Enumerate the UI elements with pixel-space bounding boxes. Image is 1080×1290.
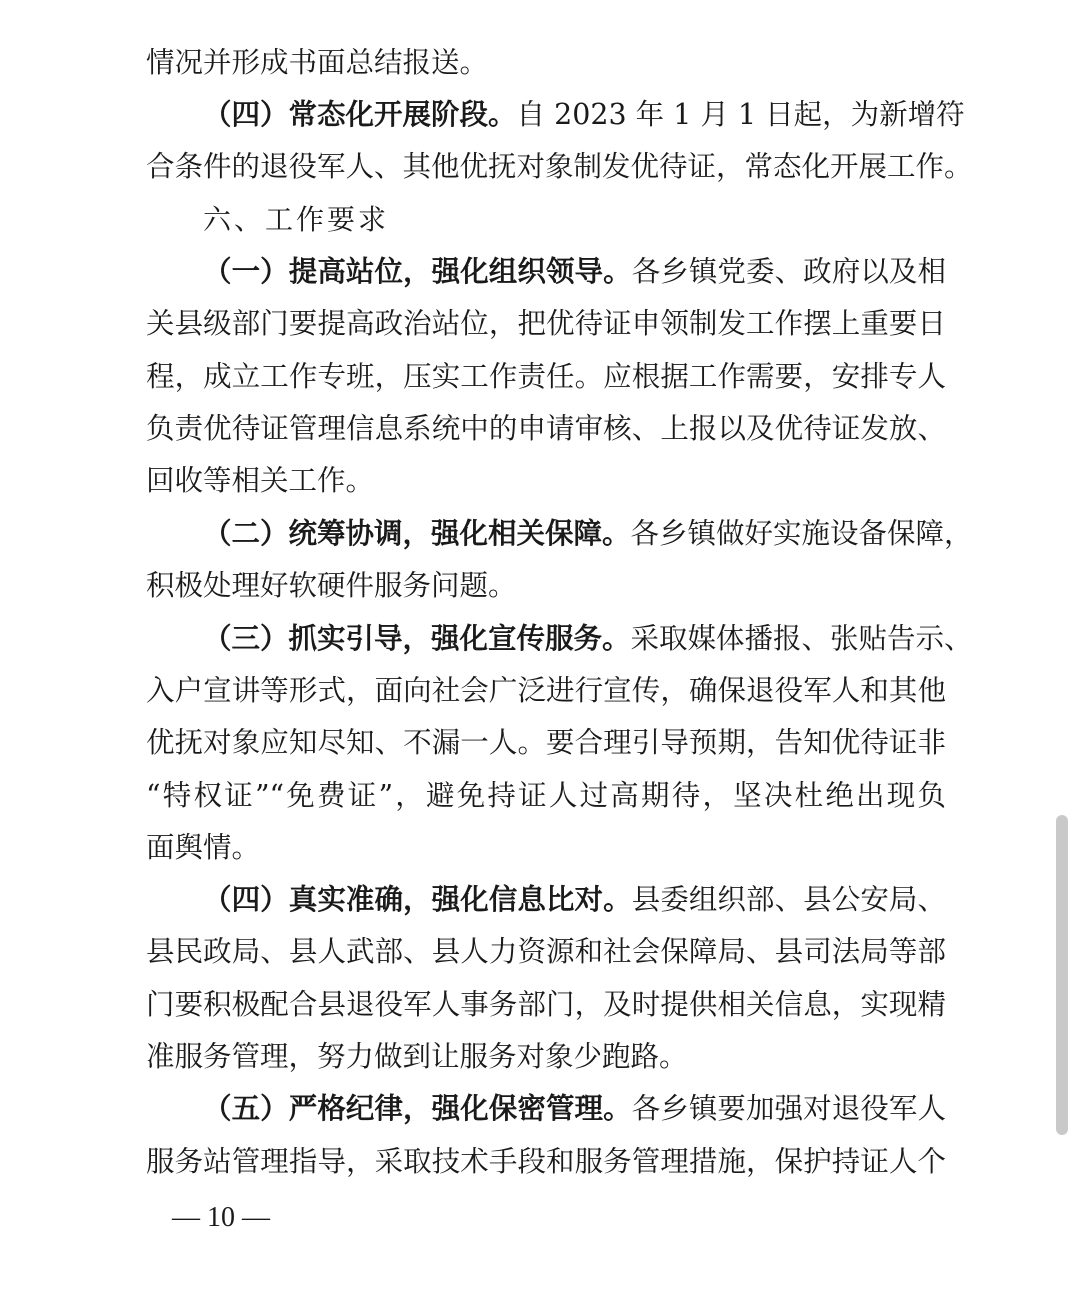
- paragraph-line: [203, 512, 973, 556]
- section-heading: [203, 198, 389, 242]
- paragraph-line: [146, 407, 946, 451]
- line-text: 服务站管理指导，采取技术手段和服务管理措施，保护持证人个: [146, 1145, 946, 1178]
- line-text: 情况并形成书面总结报送。: [146, 46, 489, 79]
- paragraph-line: [146, 41, 946, 85]
- paragraph-line: [146, 302, 946, 346]
- paragraph-line: [146, 145, 973, 189]
- line-text: 关县级部门要提高政治站位，把优待证申领制发工作摆上重要日: [146, 307, 946, 340]
- paragraph-line: [203, 1087, 946, 1131]
- paragraph-line: [146, 1140, 946, 1184]
- line-text: 准服务管理，努力做到让服务对象少跑路。: [146, 1040, 688, 1073]
- line-text: 负责优待证管理信息系统中的申请审核、上报以及优待证发放、: [146, 412, 946, 445]
- paragraph-line: [146, 459, 946, 503]
- paragraph-line: [146, 564, 946, 608]
- line-text: 优抚对象应知尽知、不漏一人。要合理引导预期，告知优待证非: [146, 726, 946, 759]
- page-number: — 10 —: [172, 1202, 270, 1233]
- line-text: 各乡镇做好实施设备保障，: [630, 517, 973, 550]
- line-text: 入户宣讲等形式，面向社会广泛进行宣传，确保退役军人和其他: [146, 674, 946, 707]
- section-heading-text: 六、工作要求: [203, 203, 390, 236]
- subsection-heading: （二）统筹协调，强化相关保障。: [203, 517, 631, 550]
- paragraph-line: [146, 1035, 946, 1079]
- paragraph-line: [146, 355, 946, 399]
- paragraph-line: [146, 774, 946, 818]
- line-text: 程，成立工作专班，压实工作责任。应根据工作需要，安排专人: [146, 360, 946, 393]
- paragraph-line: [146, 826, 946, 870]
- subsection-heading: （四）常态化开展阶段。: [203, 98, 517, 131]
- line-text: “特权证”“免费证”，避免持证人过高期待，坚决杜绝出现负: [146, 779, 946, 812]
- scrollbar-thumb[interactable]: [1056, 815, 1068, 1135]
- paragraph-line: [146, 983, 946, 1027]
- line-text: 门要积极配合县退役军人事务部门，及时提供相关信息，实现精: [146, 988, 946, 1021]
- line-text: 回收等相关工作。: [146, 464, 375, 497]
- subsection-heading: （三）抓实引导，强化宣传服务。: [203, 622, 631, 655]
- line-text: 自 2023 年 1 月 1 日起，为新增符: [516, 98, 965, 131]
- line-text: 合条件的退役军人、其他优抚对象制发优待证，常态化开展工作。: [146, 150, 973, 183]
- line-text: 各乡镇要加强对退役军人: [631, 1092, 946, 1125]
- line-text: 积极处理好软硬件服务问题。: [146, 569, 517, 602]
- line-text: 采取媒体播报、张贴告示、: [630, 622, 973, 655]
- paragraph-line: [203, 250, 946, 294]
- line-text: 县民政局、县人武部、县人力资源和社会保障局、县司法局等部: [146, 935, 946, 968]
- paragraph-line: [203, 617, 973, 661]
- paragraph-line: [203, 93, 965, 137]
- line-text: 面舆情。: [146, 831, 261, 864]
- paragraph-line: [146, 930, 946, 974]
- paragraph-line: [203, 878, 946, 922]
- paragraph-line: [146, 669, 946, 713]
- subsection-heading: （五）严格纪律，强化保密管理。: [203, 1092, 632, 1125]
- paragraph-line: [146, 721, 946, 765]
- line-text: 各乡镇党委、政府以及相: [631, 255, 946, 288]
- subsection-heading: （四）真实准确，强化信息比对。: [203, 883, 632, 916]
- line-text: 县委组织部、县公安局、: [631, 883, 946, 916]
- subsection-heading: （一）提高站位，强化组织领导。: [203, 255, 632, 288]
